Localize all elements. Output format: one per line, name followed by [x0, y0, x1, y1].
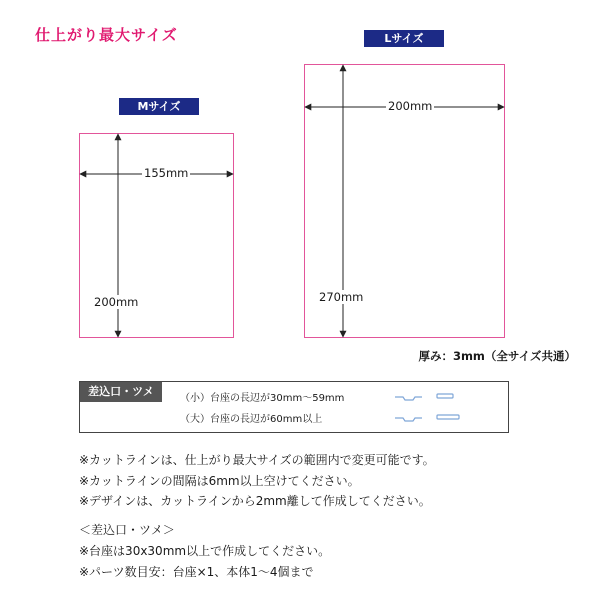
notch-row-large: （大）台座の長辺が60mm以上: [180, 414, 323, 425]
page-title: 仕上がり最大サイズ: [35, 26, 178, 44]
m-width-label: 155mm: [144, 166, 189, 180]
note-parts-count: ※パーツ数目安：台座×1、本体1～4個まで: [79, 565, 314, 579]
note-cutline-spacing: ※カットラインの間隔は6mm以上空けてください。: [79, 474, 360, 488]
l-size-tag: Lサイズ: [364, 30, 444, 47]
m-height-label: 200mm: [94, 295, 139, 309]
note-cutline-range: ※カットラインは、仕上がり最大サイズの範囲内で変更可能です。: [79, 453, 435, 467]
l-width-label: 200mm: [388, 99, 433, 113]
notes2-heading: ＜差込口・ツメ＞: [79, 523, 175, 537]
l-height-label: 270mm: [319, 290, 364, 304]
thickness-note: 厚み：3mm（全サイズ共通）: [418, 349, 576, 363]
notch-spec-heading: 差込口・ツメ: [80, 382, 162, 402]
note-design-margin: ※デザインは、カットラインから2mm離して作成してください。: [79, 494, 431, 508]
m-size-tag: Mサイズ: [119, 98, 199, 115]
note-base-size: ※台座は30x30mm以上で作成してください。: [79, 544, 331, 558]
notch-row-small: （小）台座の長辺が30mm～59mm: [180, 393, 345, 404]
